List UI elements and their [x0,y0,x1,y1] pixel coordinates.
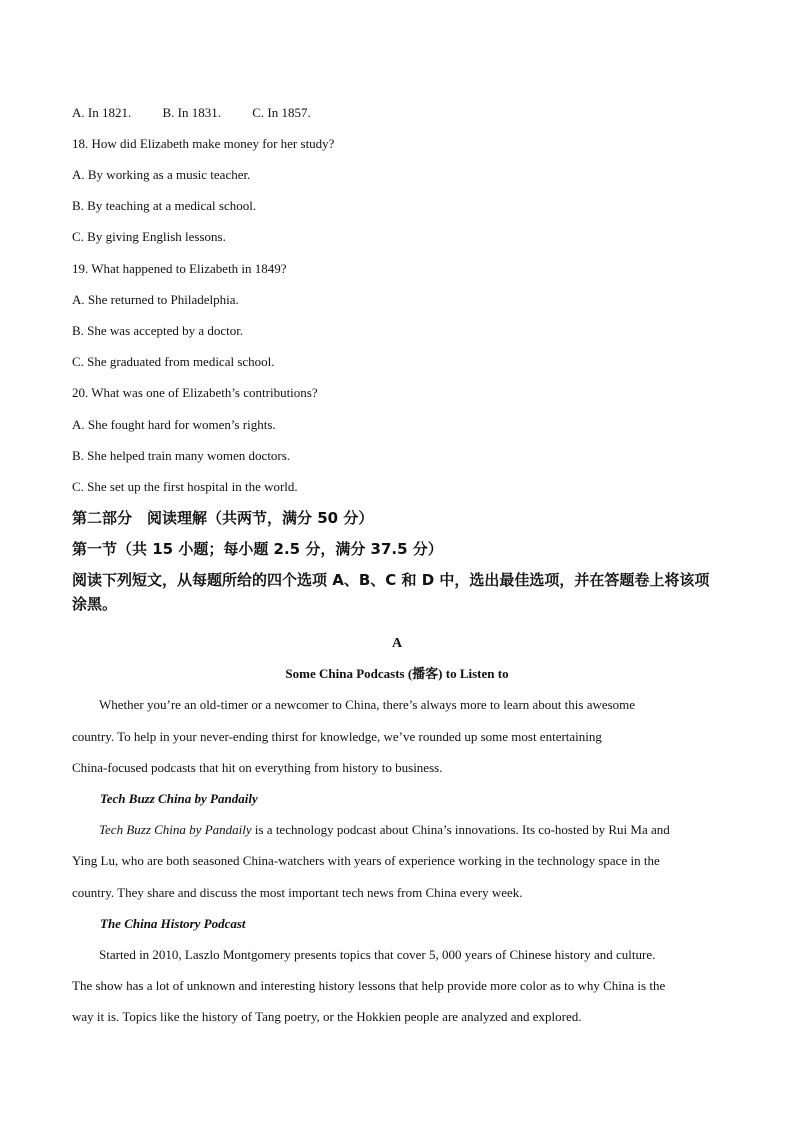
q20-question: 20. What was one of Elizabeth’s contributions? [72,385,318,400]
podcast-1-name: Tech Buzz China by Pandaily [99,822,252,837]
q18-option-c: C. By giving English lessons. [72,229,226,244]
q20-option-a: A. She fought hard for women’s rights. [72,417,276,432]
intro-line-3: China-focused podcasts that hit on everything from history to business. [72,760,443,775]
podcast-1-line-1 [72,822,722,838]
section-1-heading: 第一节（共 15 小题；每小题 2.5 分，满分 37.5 分） [72,540,443,558]
q17-option-a: A. In 1821. [72,105,132,120]
passage-title: Some China Podcasts (播客) to Listen to [285,666,509,681]
q19-question: 19. What happened to Elizabeth in 1849? [72,261,287,276]
section-instruction: 阅读下列短文，从每题所给的四个选项 A、B、C 和 D 中，选出最佳选项，并在答题卷上将该项涂黑。 [72,571,710,613]
podcast-1-line-2: Ying Lu, who are both seasoned China-watchers with years of experience working in the technology space in the [72,853,660,868]
podcast-1-line-3: country. They share and discuss the most important tech news from China every week. [72,885,523,900]
q19-option-a: A. She returned to Philadelphia. [72,292,239,307]
q19-option-b: B. She was accepted by a doctor. [72,323,244,338]
q17-option-c: C. In 1857. [252,105,311,120]
podcast-2-line-3: way it is. Topics like the history of Tang poetry, or the Hokkien people are analyzed and explored. [72,1009,582,1024]
q18-option-b: B. By teaching at a medical school. [72,198,257,213]
podcast-1-line-1-text: is a technology podcast about China’s innovations. Its co-hosted by Rui Ma and [251,822,670,837]
q20-option-c: C. She set up the first hospital in the world. [72,479,298,494]
q17-options [72,105,722,121]
q18-question: 18. How did Elizabeth make money for her study? [72,136,335,151]
intro-line-1: Whether you’re an old-timer or a newcomer to China, there’s always more to learn about this awesome [99,697,636,712]
q19-option-c: C. She graduated from medical school. [72,354,275,369]
intro-line-2: country. To help in your never-ending thirst for knowledge, we’ve rounded up some most entertaining [72,729,602,744]
section-part2-heading: 第二部分 阅读理解（共两节，满分 50 分） [72,509,374,527]
podcast-1-title: Tech Buzz China by Pandaily [100,791,258,806]
q20-option-b: B. She helped train many women doctors. [72,448,291,463]
q18-option-a: A. By working as a music teacher. [72,167,251,182]
passage-letter: A [391,636,403,651]
podcast-2-title: The China History Podcast [100,916,246,931]
q17-option-b: B. In 1831. [162,105,221,120]
podcast-2-line-2: The show has a lot of unknown and interesting history lessons that help provide more color as to why China is the [72,978,666,993]
podcast-2-line-1: Started in 2010, Laszlo Montgomery presents topics that cover 5, 000 years of Chinese history and culture. [99,947,656,962]
